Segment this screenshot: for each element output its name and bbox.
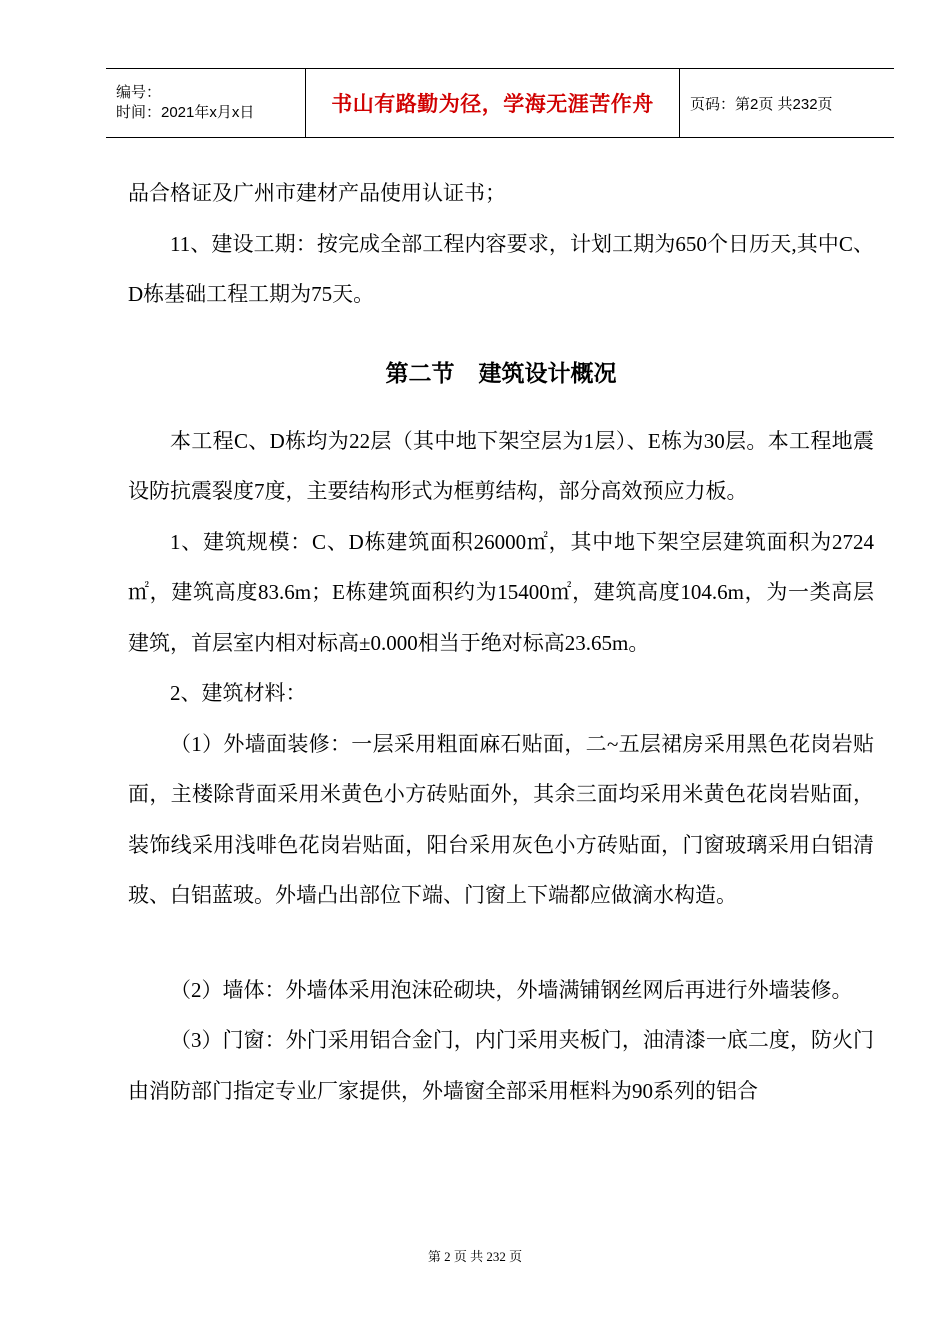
header-motto-cell — [306, 69, 680, 137]
paragraph: 品合格证及广州市建材产品使用认证书； — [128, 181, 506, 205]
header-motto: 书山有路勤为径，学海无涯苦作舟 — [331, 92, 654, 116]
paragraph: 11、建设工期：按完成全部工程内容要求，计划工期为650个日历天,其中C、D栋基础工程工期为75天。 — [128, 231, 874, 306]
blank-line — [128, 921, 874, 965]
section-number: 第二节 — [385, 359, 455, 386]
section-title — [128, 358, 874, 388]
paragraph: （1）外墙面装修：一层采用粗面麻石贴面，二~五层裙房采用黑色花岗岩贴面，主楼除背面采用米黄色小方砖贴面外，其余三面均采用米黄色花岗岩贴面，装饰线采用浅啡色花岗岩贴面，阳台采用灰色小方砖贴面，门窗玻璃采用白铝清玻、白铝蓝玻。外墙凸出部位下端、门窗上下端都应做滴水构造。 — [128, 731, 874, 907]
paragraph: 本工程C、D栋均为22层（其中地下架空层为1层）、E栋为30层。本工程地震设防抗震裂度7度，主要结构形式为框剪结构，部分高效预应力板。 — [128, 428, 874, 503]
header-page-info: 页码：第2页 共232页 — [690, 95, 833, 113]
section-heading: 建筑设计概况 — [478, 359, 617, 386]
number-label: 编号： — [116, 84, 162, 101]
paragraph: 1、建筑规模：C、D栋建筑面积26000㎡，其中地下架空层建筑面积为2724㎡，建筑高度83.6m；E栋建筑面积约为15400㎡，建筑高度104.6m，为一类高层建筑，首层室内相对标高±0.000相当于绝对标高23.65m。 — [128, 529, 874, 655]
time-label: 时间：2021年x月x日 — [116, 104, 255, 121]
header-meta — [106, 69, 306, 137]
paragraph: 2、建筑材料： — [170, 681, 307, 705]
page-footer: 第 2 页 共 232 页 — [427, 1249, 523, 1264]
page-header — [106, 68, 894, 138]
document-body — [128, 168, 874, 1116]
paragraph: （3）门窗：外门采用铝合金门，内门采用夹板门，油清漆一底二度，防火门由消防部门指定专业厂家提供，外墙窗全部采用框料为90系列的铝合 — [128, 1028, 874, 1103]
paragraph: （2）墙体：外墙体采用泡沫砼砌块，外墙满铺钢丝网后再进行外墙装修。 — [170, 977, 853, 1002]
